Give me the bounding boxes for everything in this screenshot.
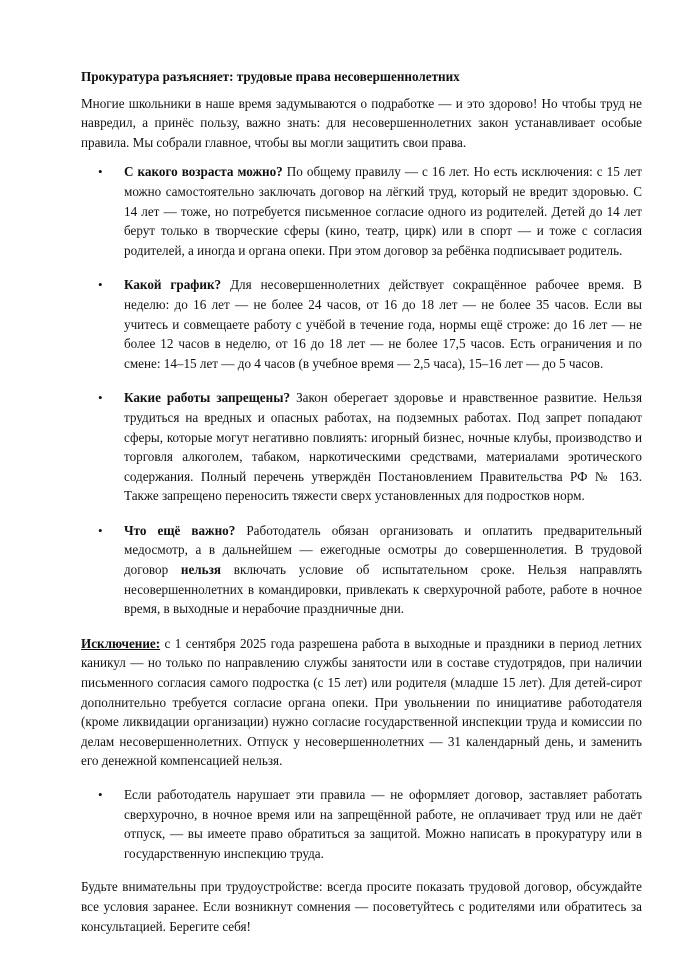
section-text-important-part2: включать условие об испытательном сроке. Нельзя направлять несовершеннолетних в командировки, привлекать к сверхурочной работе, работе в ночное время, в выходные и нерабочие праздничные дни. (124, 562, 642, 617)
exception-label: Исключение: (81, 635, 161, 651)
closing-paragraph: Будьте внимательны при трудоустройстве: всегда просите показать трудовой договор, обсуждайте все условия заранее. Если возникнут сомнения — посоветуйтесь с родителями или обратитесь за консультацией. Берегите себя! (81, 879, 642, 934)
list-item-forbidden-work (81, 388, 642, 506)
section-text-age: По общему правилу — с 16 лет. Но есть исключения: с 15 лет можно самостоятельно заключать договор на лёгкий труд, который не вредит здоровью. С 14 лет — тоже, но потребуется письменное согласие одного из родителей. Детей до 14 лет берут только в творческие сферы (кино, театр, цирк) или в спорт — и тоже с согласия родителей, а иногда и органа опеки. При этом договор за ребёнка подписывает родитель. (124, 164, 642, 258)
exception-text: с 1 сентября 2025 года разрешена работа в выходные и праздники в период летних каникул — но только по направлению службы занятости или в составе студотрядов, при наличии письменного согласия самого подростка (с 15 лет) или родителя (младше 15 лет). Для детей-сирот дополнительно требуется согласие органа опеки. При увольнении по инициативе работодателя (кроме ликвидации организации) нужно согласие государственной инспекции труда и комиссии по делам несовершеннолетних. Отпуск у несовершеннолетних — 31 календарный день, и заменить его денежной компенсацией нельзя. (81, 635, 642, 769)
bullet-icon: • (98, 390, 103, 406)
section-heading-age: С какого возраста можно? (124, 164, 283, 180)
section-heading-important: Что ещё важно? (124, 522, 236, 538)
document-title: Прокуратура разъясняет: трудовые права несовершеннолетних (81, 69, 460, 84)
emphasis-forbidden-word: нельзя (180, 562, 222, 578)
list-item-violations (81, 785, 642, 863)
section-text-forbidden-work: Закон оберегает здоровье и нравственное развитие. Нельзя трудиться на вредных и опасных работах, на подземных работах. Под запрет попадают сферы, которые могут негативно повлиять: игорный бизнес, ночные клубы, производство и торговля алкоголем, табаком, наркотическими средствами, материалами эротического содержания. Полный перечень утверждён Постановлением Правительства РФ № 163. Также запрещено переносить тяжести сверх установленных для подростков норм. (124, 390, 642, 504)
exception-paragraph (81, 634, 642, 771)
intro-paragraph: Многие школьники в наше время задумываются о подработке — и это здорово! Но чтобы труд не навредил, а принёс пользу, важно знать: для несовершеннолетних закон устанавливает особые правила. Мы собрали главное, чтобы вы могли защитить свои права. (81, 95, 642, 150)
list-item-schedule (81, 275, 642, 373)
bullet-icon: • (98, 277, 103, 293)
rules-list (81, 162, 642, 618)
bullet-icon: • (98, 787, 103, 802)
list-item-important (81, 521, 642, 619)
section-heading-schedule: Какой график? (124, 277, 222, 293)
section-heading-forbidden-work: Какие работы запрещены? (124, 390, 291, 406)
violations-list (81, 785, 642, 863)
bullet-icon: • (98, 164, 103, 180)
bullet-icon: • (98, 522, 103, 538)
violations-text: Если работодатель нарушает эти правила — не оформляет договор, заставляет работать сверхурочно, в ночное время или на запрещённой работе, не оплачивает труд или не даёт отпуск, — вы имеете право обратиться за защитой. Можно написать в прокуратуру или в государственную инспекцию труда. (124, 787, 642, 861)
section-text-schedule: Для несовершеннолетних действует сокращённое рабочее время. В неделю: до 16 лет — не более 24 часов, от 16 до 18 лет — не более 35 часов. Если вы учитесь и совмещаете работу с учёбой в течение года, нормы ещё строже: до 16 лет — не более 12 часов в неделю, от 16 до 18 лет — не более 17,5 часов. Есть ограничения и по смене: 14–15 лет — до 4 часов (в учебное время — 2,5 часа), 15–16 лет — до 5 часов. (124, 277, 642, 371)
list-item-age (81, 162, 642, 260)
section-text-important-part1: Работодатель обязан организовать и оплатить предварительный медосмотр, а в дальнейшем — ежегодные осмотры до совершеннолетия. В трудовой договор (124, 522, 642, 578)
